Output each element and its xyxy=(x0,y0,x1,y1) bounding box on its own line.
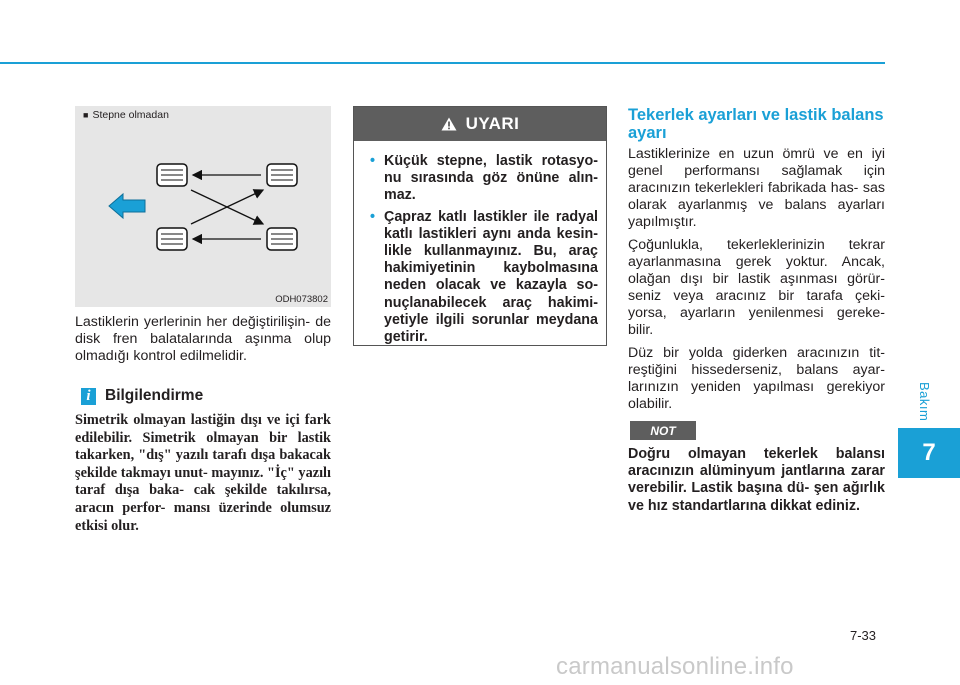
tire-icon xyxy=(157,164,187,186)
warning-item-text: Küçük stepne, lastik rotasyo- nu sırasında göz önüne alın- maz. xyxy=(384,153,598,204)
warning-header xyxy=(354,107,606,141)
section-title: Tekerlek ayarları ve lastik balans ayarı xyxy=(628,106,884,142)
section-paragraph: Lastiklerinize en uzun ömrü ve en iyi genel performansı sağlamak için aracınızın tekerlekleri fabrikada has- sas olarak ayarlanmış ve balans ayarları yapılmıştır. xyxy=(628,146,885,230)
bullet: • xyxy=(370,153,376,169)
section-paragraph: Düz bir yolda giderken aracınızın tit- reştiğini hissederseniz, balans ayar- larınızın yeniden yapılması gerekiyor olabilir. xyxy=(628,345,885,412)
tire-icon xyxy=(267,164,297,186)
chapter-tab: 7 xyxy=(898,428,960,478)
page-number: 7-33 xyxy=(850,628,877,643)
chapter-side-label: Bakım xyxy=(917,382,932,422)
info-heading xyxy=(81,387,203,405)
note-badge: NOT xyxy=(630,421,696,440)
rotation-diagram xyxy=(75,106,331,307)
warning-list xyxy=(354,141,606,346)
tire-icon xyxy=(157,228,187,250)
info-text: Simetrik olmayan lastiğin dışı ve içi fark edilebilir. Simetrik olmayan bir lastik takarken, "dış" yazılı tarafı dışa bakacak şekilde takmayı unut- mayınız. "İç" yazılı taraf dışa baka- cak şekilde takılırsa, aracın perfor- mansı üzerinde olumsuz etkisi olur. xyxy=(75,412,331,534)
bullet: • xyxy=(370,208,376,225)
tire-rotation-figure xyxy=(75,106,331,307)
caption-text: Stepne olmadan xyxy=(92,109,169,121)
info-title: Bilgilendirme xyxy=(105,387,204,404)
caption-marker: ■ xyxy=(83,110,89,120)
figure-code: ODH073802 xyxy=(275,294,328,305)
tire-icon xyxy=(267,228,297,250)
section-body xyxy=(628,146,885,419)
watermark: carmanualsonline.info xyxy=(556,653,794,680)
warning-title: UYARI xyxy=(465,114,520,133)
warning-item xyxy=(370,209,598,347)
arrow-icon xyxy=(109,194,145,218)
warning-box xyxy=(353,106,607,346)
warning-item xyxy=(370,153,598,205)
section-paragraph: Çoğunlukla, tekerleklerinizin tekrar ayarlanmasına gerek yoktur. Ancak, olağan dışı bir lastik aşınması görür- seniz veya aracınız bir tarafa çeki- yorsa, ayarların yenilenmesi gereke- bilir. xyxy=(628,237,885,338)
warning-item-text: Çapraz katlı lastikler ile radyal katlı lastikleri aynı anda kesin- likle kullanmayınız. Bu, araç hakimiyetinin kaybolmasına neden olacak ve kazayla so- nuçlanabilecek araç hakimi- yetiyle ilgili sorunlar meydana getirir. xyxy=(384,208,598,346)
header-rule xyxy=(0,62,885,64)
rotation-paragraph: Lastiklerin yerlerinin her değiştirilişin- de disk fren balatalarında aşınma olup olmadığı kontrol edilmelidir. xyxy=(75,314,331,364)
warning-icon xyxy=(441,117,457,131)
info-icon: i xyxy=(81,388,96,405)
note-text: Doğru olmayan tekerlek balansı aracınızın alüminyum jantlarına zarar verebilir. Lastik başına dü- şen ağırlık ve hız standartlarına dikkat ediniz. xyxy=(628,446,885,514)
